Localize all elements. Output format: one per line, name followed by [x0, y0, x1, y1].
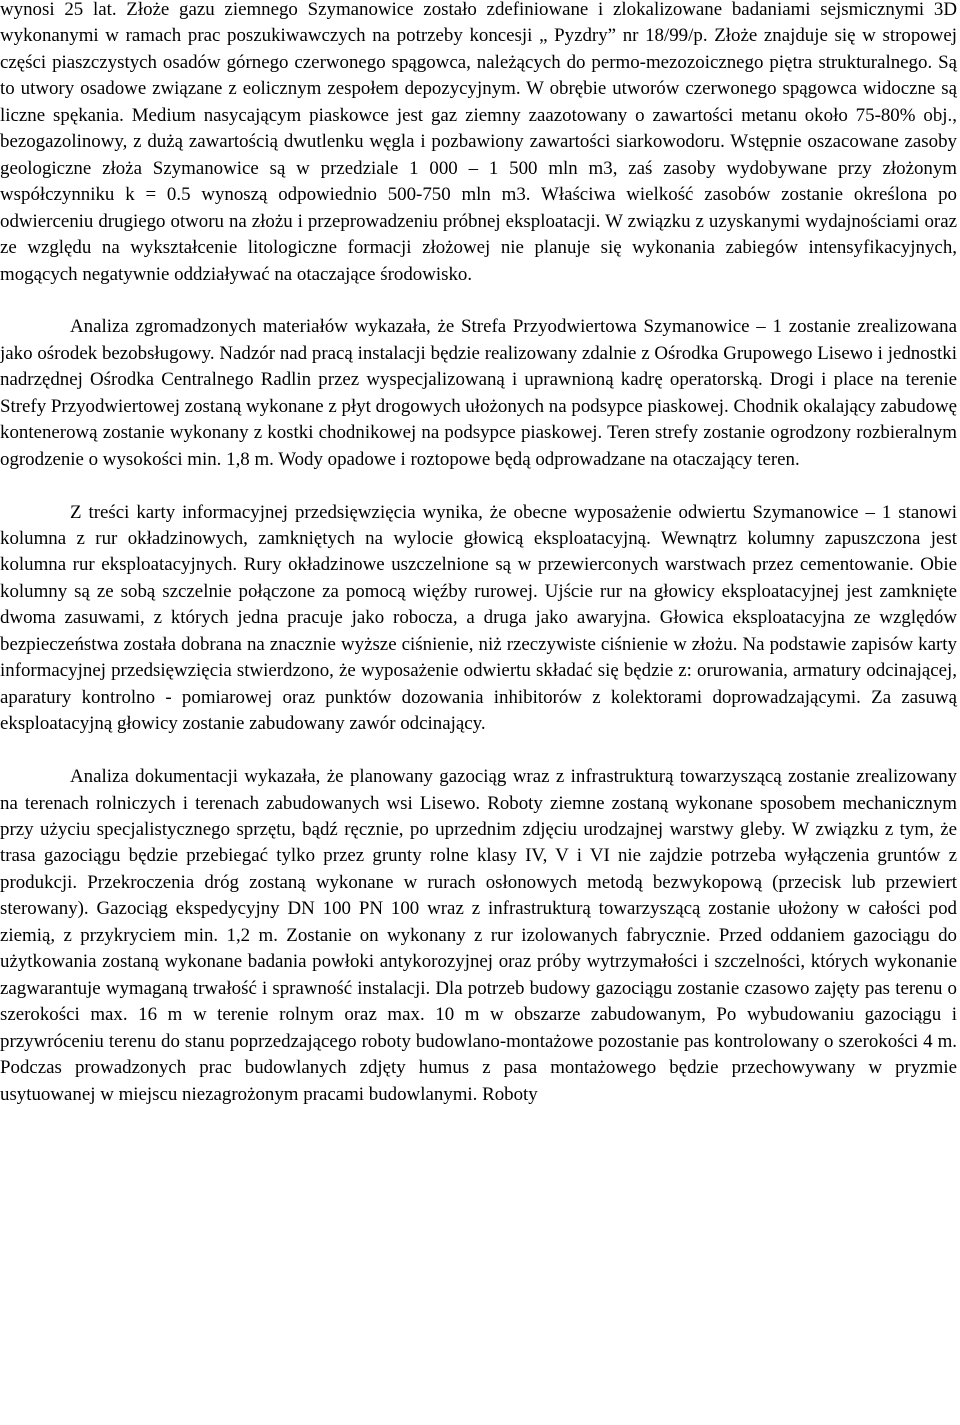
paragraph-gas-pipeline: Analiza dokumentacji wykazała, że planowany gazociąg wraz z infrastrukturą towarzyszącą zostanie zrealizowany na terenach rolniczych i terenach zabudowanych wsi Lisewo. Roboty ziemne zostaną wykonane sposobem mechanicznym przy użyciu specjalistycznego sprzętu, bądź ręcznie, po uprzednim zdjęciu urodzajnej warstwy gleby. W związku z tym, że trasa gazociągu będzie przebiegać tylko przez grunty rolne klasy IV, V i VI nie zajdzie potrzeba wyłączenia gruntów z produkcji. Przekroczenia dróg zostaną wykonane w rurach osłonowych metodą bezwykopową (przecisk lub przewiert sterowany). Gazociąg ekspedycyjny DN 100 PN 100 wraz z infrastrukturą towarzyszącą zostanie ułożony w całości pod ziemią, z przykryciem min. 1,2 m. Zostanie on wykonany z rur izolowanych fabrycznie. Przed oddaniem gazociągu do użytkowania zostaną wykonane badania powłoki antykorozyjnej oraz próby wytrzymałości i szczelności, których wykonanie zagwarantuje wymaganą trwałość i sprawność instalacji. Dla potrzeb budowy gazociągu zostanie czasowo zajęty pas terenu o szerokości max. 16 m w terenie rolnym oraz max. 10 m w obszarze zabudowanym, Po wybudowaniu gazociągu i przywróceniu terenu do stanu poprzedzającego roboty budowlano-montażowe pozostanie pas kontrolowany o szerokości 4 m. Podczas prowadzonych prac budowlanych zdjęty humus z pasa montażowego będzie przechowywany w pryzmie usytuowanej w miejscu niezagrożonym pracami budowlanymi. Roboty [0, 766, 957, 1105]
paragraph-spacer [0, 288, 957, 314]
paragraph-well-equipment: Z treści karty informacyjnej przedsięwzięcia wynika, że obecne wyposażenie odwiertu Szymanowice – 1 stanowi kolumna z rur okładzinowych, zamkniętych na wylocie głowicą eksploatacyjną. Wewnątrz kolumny zapuszczona jest kolumna rur eksploatacyjnych. Rury okładzinowe uszczelnione są w przewierconych warstwach przez cementowanie. Obie kolumny są ze sobą szczelnie połączone za pomocą więźby rurowej. Ujście rur na głowicy eksploatacyjnej jest zamknięte dwoma zasuwami, z których jedna pracuje jako robocza, a druga jako awaryjna. Głowica eksploatacyjna ze względów bezpieczeństwa została dobrana na znacznie wyższe ciśnienie, niż rzeczywiste ciśnienie w złożu. Na podstawie zapisów karty informacyjnej przedsięwzięcia stwierdzono, że wyposażenie odwiertu składać się będzie z: orurowania, armatury odcinającej, aparatury kontrolno - pomiarowej oraz punktów dozowania inhibitorów z kolektorami doprowadzającymi. Za zasuwą eksploatacyjną głowicy zostanie zabudowany zawór odcinający. [0, 501, 957, 735]
paragraph-spacer [0, 738, 957, 764]
paragraph-geology: wynosi 25 lat. Złoże gazu ziemnego Szymanowice zostało zdefiniowane i zlokalizowane badaniami sejsmicznymi 3D wykonanymi w ramach prac poszukiwawczych na potrzeby koncesji „ Pyzdry” nr 18/99/p. Złoże znajduje się w stropowej części piaszczystych osadów górnego czerwonego spągowca, należących do permo-mezozoicznego piętra strukturalnego. Są to utwory osadowe związane z eolicznym zespołem depozycyjnym. W obrębie utworów czerwonego spągowca widoczne są liczne spękania. Medium nasycającym piaskowce jest gaz ziemny zaazotowany o zawartości metanu około 75-80% obj., bezogazolinowy, z dużą zawartością dwutlenku węgla i pozbawiony zawartości siarkowodoru. Wstępnie oszacowane zasoby geologiczne złoża Szymanowice są w przedziale 1 000 – 1 500 mln m3, zaś zasoby wydobywane przy złożonym współczynniku k = 0.5 wynoszą odpowiednio 500-750 mln m3. Właściwa wielkość zasobów zostanie określona po odwierceniu drugiego otworu na złożu i przeprowadzeniu próbnej eksploatacji. W związku z uzyskanymi wydajnościami oraz ze względu na wykształcenie litologiczne formacji złożowej nie planuje się wykonania zabiegów intensyfikacyjnych, mogących negatywnie oddziaływać na otaczające środowisko. [0, 0, 957, 285]
paragraph-spacer [0, 473, 957, 499]
paragraph-wellsite-zone: Analiza zgromadzonych materiałów wykazała, że Strefa Przyodwiertowa Szymanowice – 1 zostanie zrealizowana jako ośrodek bezobsługowy. Nadzór nad pracą instalacji będzie realizowany zdalnie z Ośrodka Grupowego Lisewo i jednostki nadrzędnej Ośrodka Centralnego Radlin przez wyspecjalizowaną i uprawnioną kadrę operatorską. Drogi i place na terenie Strefy Przyodwiertowej zostaną wykonane z płyt drogowych ułożonych na podsypce piaskowej. Chodnik okalający zabudowę kontenerową zostanie wykonany z kostki chodnikowej na podsypce piaskowej. Teren strefy zostanie ogrodzony rozbieralnym ogrodzenie o wysokości min. 1,8 m. Wody opadowe i roztopowe będą odprowadzane na otaczający teren. [0, 316, 957, 470]
